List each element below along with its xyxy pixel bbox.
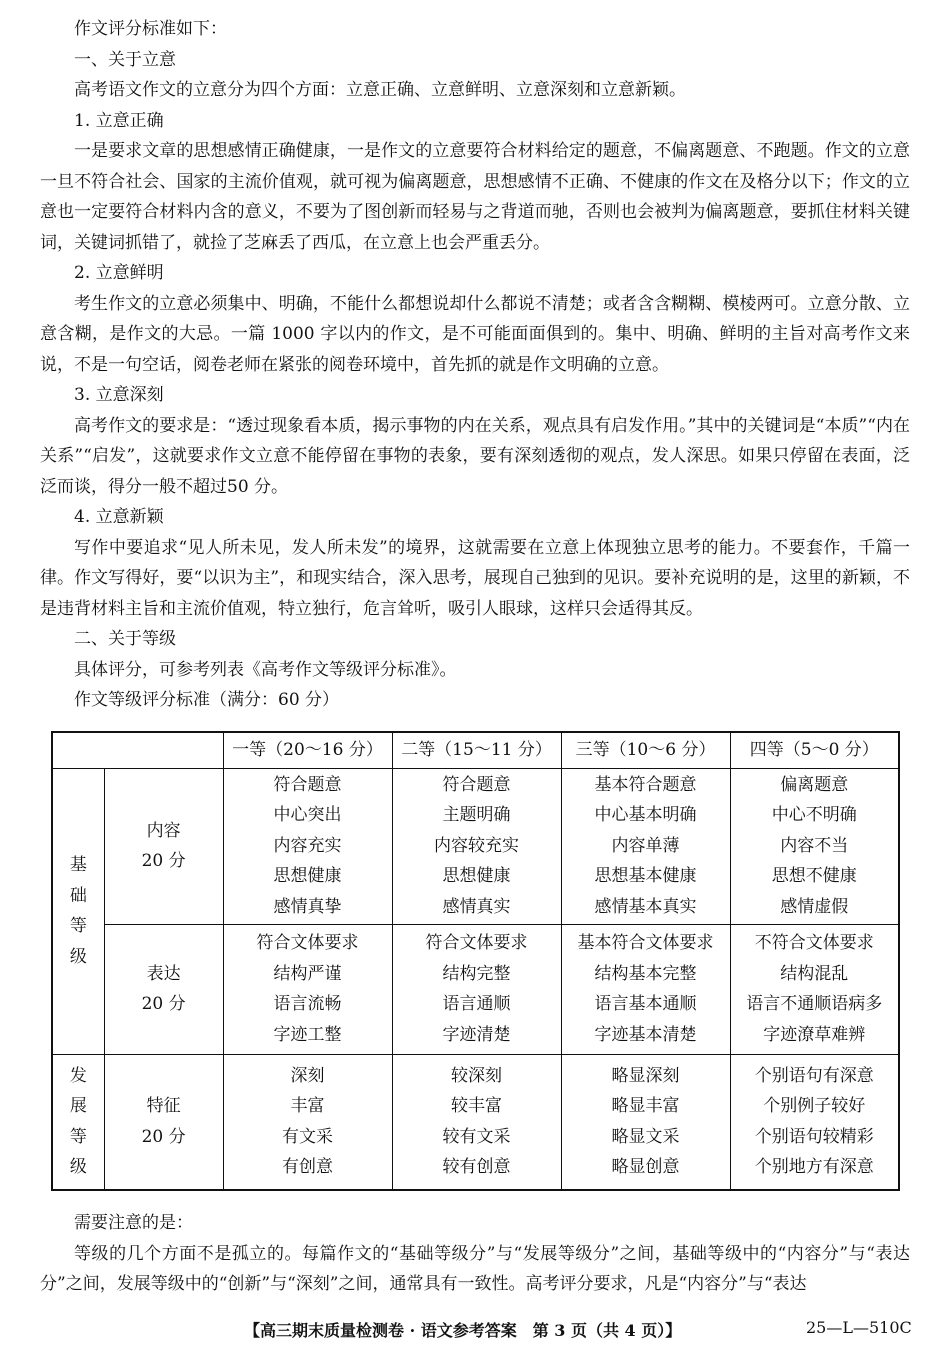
- content-grade-4-cell: [730, 768, 899, 924]
- criterion-text: 略显创意: [611, 1157, 680, 1178]
- criterion-text: 个别语句较精彩: [754, 1126, 874, 1147]
- content-score: 20 分: [141, 851, 186, 871]
- criterion-text: 字迹清楚: [442, 1024, 511, 1045]
- criterion-text: 语言不通顺语病多: [746, 994, 883, 1014]
- point3-text: 高考作文的要求是：“透过现象看本质，揭示事物的内在关系，观点具有启发作用。”其中的关键词是“本质”“内在关系”“启发”，这就要求作文立意不能停留在事物的表象，要有深刻透彻的观点，发人深思。如果只停留在表面，泛泛而谈，得分一般不超过50 分。: [40, 415, 910, 497]
- content-grade-3-cell: [561, 768, 730, 924]
- notes-text: 等级的几个方面不是孤立的。每篇作文的“基础等级分”与“发展等级分”之间，基础等级中的“内容分”与“表达分”之间，发展等级中的“创新”与“深刻”之间，通常具有一致性。高考评分要求，凡是“内容分”与“表达: [40, 1243, 910, 1294]
- header-grade-3: 三等（10～6 分）: [561, 732, 730, 768]
- table-corner-cell: [52, 732, 223, 768]
- criterion-text: 感情真实: [442, 896, 511, 917]
- criterion-text: 结构完整: [442, 963, 511, 984]
- expression-grade-3-cell: [561, 924, 730, 1054]
- header-grade-2: 二等（15～11 分）: [392, 732, 561, 768]
- criterion-text: 符合文体要求: [425, 933, 528, 953]
- criterion-text: 符合题意: [442, 774, 511, 795]
- point4-heading: 4. 立意新颖: [74, 507, 164, 527]
- table-header-row: [52, 732, 899, 768]
- basic-level-char: 基: [69, 855, 87, 875]
- criterion-text: 有文采: [282, 1126, 333, 1147]
- criterion-text: 有创意: [282, 1157, 333, 1178]
- criterion-text: 语言基本通顺: [594, 994, 697, 1014]
- point2-heading: 2. 立意鲜明: [74, 263, 164, 283]
- criterion-text: 感情虚假: [780, 896, 849, 917]
- notes-block: [40, 1208, 910, 1300]
- criterion-text: 略显深刻: [611, 1065, 680, 1086]
- expression-grade-2-cell: [392, 924, 561, 1054]
- basic-level-char: 级: [69, 946, 87, 967]
- footer-title: 【高三期末质量检测卷 · 语文参考答案 第 3 页（共 4 页）】: [244, 1321, 682, 1340]
- point1-heading: 1. 立意正确: [74, 110, 164, 131]
- criterion-text: 语言通顺: [442, 994, 511, 1014]
- development-level-group-cell: [52, 1054, 104, 1190]
- criterion-text: 内容不当: [780, 835, 849, 856]
- point2-text: 考生作文的立意必须集中、明确，不能什么都想说却什么都说不清楚；或者含含糊糊、模棱两可。立意分散、立意含糊，是作文的大忌。一篇 1000 字以内的作文，是不可能面面俱到的。集中、明确、鲜明的主旨对高考作文来说，不是一句空话，阅卷老师在紧张的阅卷环境中，首先抓的就是作文明确的立意。: [40, 293, 910, 375]
- header-grade-4: 四等（5～0 分）: [730, 732, 899, 768]
- criterion-text: 符合题意: [273, 774, 342, 795]
- criterion-text: 结构混乱: [780, 963, 849, 984]
- page-body: [40, 14, 910, 716]
- criterion-text: 不符合文体要求: [754, 933, 874, 953]
- content-grade-1-cell: [223, 768, 392, 924]
- criterion-text: 基本符合题意: [594, 774, 697, 795]
- criterion-text: 思想不健康: [771, 866, 857, 887]
- features-label: 特征: [146, 1096, 181, 1117]
- development-level-char: 等: [69, 1126, 87, 1147]
- expression-label-cell: [104, 924, 223, 1054]
- expression-row: [52, 924, 899, 1054]
- criterion-text: 内容充实: [273, 835, 342, 856]
- point1-text: 一是要求文章的思想感情正确健康，一是作文的立意要符合材料给定的题意，不偏离题意、不跑题。作文的立意一旦不符合社会、国家的主流价值观，就可视为偏离题意，思想感情不正确、不健康的作文在及格分以下；作文的立意也一定要符合材料内含的意义，不要为了图创新而轻易与之背道而驰，否则也会被判为偏离题意，要抓住材料关键词，关键词抓错了，就捡了芝麻丢了西瓜，在立意上也会严重丢分。: [40, 141, 910, 253]
- basic-level-char: 等: [69, 916, 87, 936]
- criterion-text: 符合文体要求: [256, 933, 359, 953]
- criterion-text: 感情真挚: [273, 896, 342, 917]
- features-grade-1-cell: [223, 1054, 392, 1190]
- criteria-heading: 作文评分标准如下：: [74, 19, 227, 39]
- point3-heading: 3. 立意深刻: [74, 385, 164, 405]
- grading-table: [51, 731, 900, 1191]
- criterion-text: 思想健康: [442, 866, 511, 887]
- criterion-text: 语言流畅: [273, 994, 342, 1014]
- expression-grade-4-cell: [730, 924, 899, 1054]
- criterion-text: 感情基本真实: [594, 896, 697, 917]
- criterion-text: 字迹基本清楚: [594, 1024, 697, 1045]
- criterion-text: 个别例子较好: [763, 1096, 866, 1117]
- criterion-text: 中心不明确: [771, 805, 857, 826]
- content-label-cell: [104, 768, 223, 924]
- criterion-text: 字迹工整: [273, 1024, 342, 1045]
- criterion-text: 略显文采: [611, 1126, 680, 1147]
- point4-text: 写作中要追求“见人所未见，发人所未发”的境界，这就需要在立意上体现独立思考的能力。不要套作，千篇一律。作文写得好，要“以识为主”，和现实结合，深入思考，展现自己独到的见识。要补充说明的是，这里的新颖，不是违背材料主旨和主流价值观，特立独行，危言耸听，吸引人眼球，这样只会适得其反。: [40, 537, 910, 619]
- criterion-text: 思想健康: [273, 866, 342, 887]
- expression-label: 表达: [146, 963, 181, 984]
- features-grade-4-cell: [730, 1054, 899, 1190]
- development-level-char: 发: [69, 1065, 87, 1086]
- notes-heading: 需要注意的是：: [74, 1213, 193, 1233]
- expression-grade-1-cell: [223, 924, 392, 1054]
- header-grade-1: 一等（20～16 分）: [223, 732, 392, 768]
- basic-level-group-cell: [52, 768, 104, 1054]
- basic-level-char: 础: [69, 885, 87, 906]
- section2-heading: 二、关于等级: [74, 629, 176, 649]
- development-level-char: 展: [69, 1096, 87, 1117]
- content-grade-2-cell: [392, 768, 561, 924]
- criterion-text: 思想基本健康: [594, 866, 697, 887]
- features-label-cell: [104, 1054, 223, 1190]
- criterion-text: 个别语句有深意: [754, 1065, 874, 1086]
- features-grade-3-cell: [561, 1054, 730, 1190]
- criterion-text: 基本符合文体要求: [577, 933, 714, 953]
- criterion-text: 结构严谨: [273, 963, 342, 984]
- criterion-text: 个别地方有深意: [754, 1157, 874, 1178]
- criterion-text: 字迹潦草难辨: [763, 1024, 866, 1045]
- criterion-text: 略显丰富: [611, 1096, 680, 1117]
- criterion-text: 较有文采: [442, 1126, 511, 1147]
- criterion-text: 较丰富: [451, 1096, 503, 1117]
- development-level-char: 级: [69, 1157, 87, 1178]
- criterion-text: 较有创意: [442, 1157, 511, 1178]
- criterion-text: 深刻: [290, 1065, 325, 1086]
- section1-overview: 高考语文作文的立意分为四个方面：立意正确、立意鲜明、立意深刻和立意新颖。: [74, 80, 686, 100]
- content-label: 内容: [146, 820, 181, 841]
- criterion-text: 较深刻: [451, 1065, 503, 1086]
- footer-code: 25—L—510C: [806, 1318, 912, 1337]
- criterion-text: 主题明确: [442, 805, 511, 826]
- content-row: [52, 768, 899, 924]
- table-caption: 作文等级评分标准（满分：60 分）: [74, 690, 340, 710]
- features-score: 20 分: [141, 1126, 186, 1147]
- features-grade-2-cell: [392, 1054, 561, 1190]
- section2-line: 具体评分，可参考列表《高考作文等级评分标准》。: [74, 659, 457, 680]
- criterion-text: 中心突出: [273, 805, 342, 826]
- criterion-text: 结构基本完整: [594, 963, 697, 984]
- features-row: [52, 1054, 899, 1190]
- criterion-text: 内容较充实: [434, 835, 520, 856]
- section1-heading: 一、关于立意: [74, 49, 176, 70]
- criterion-text: 内容单薄: [611, 835, 680, 856]
- criterion-text: 偏离题意: [780, 774, 849, 795]
- criterion-text: 中心基本明确: [594, 805, 697, 826]
- criterion-text: 丰富: [290, 1096, 325, 1117]
- expression-score: 20 分: [141, 994, 186, 1014]
